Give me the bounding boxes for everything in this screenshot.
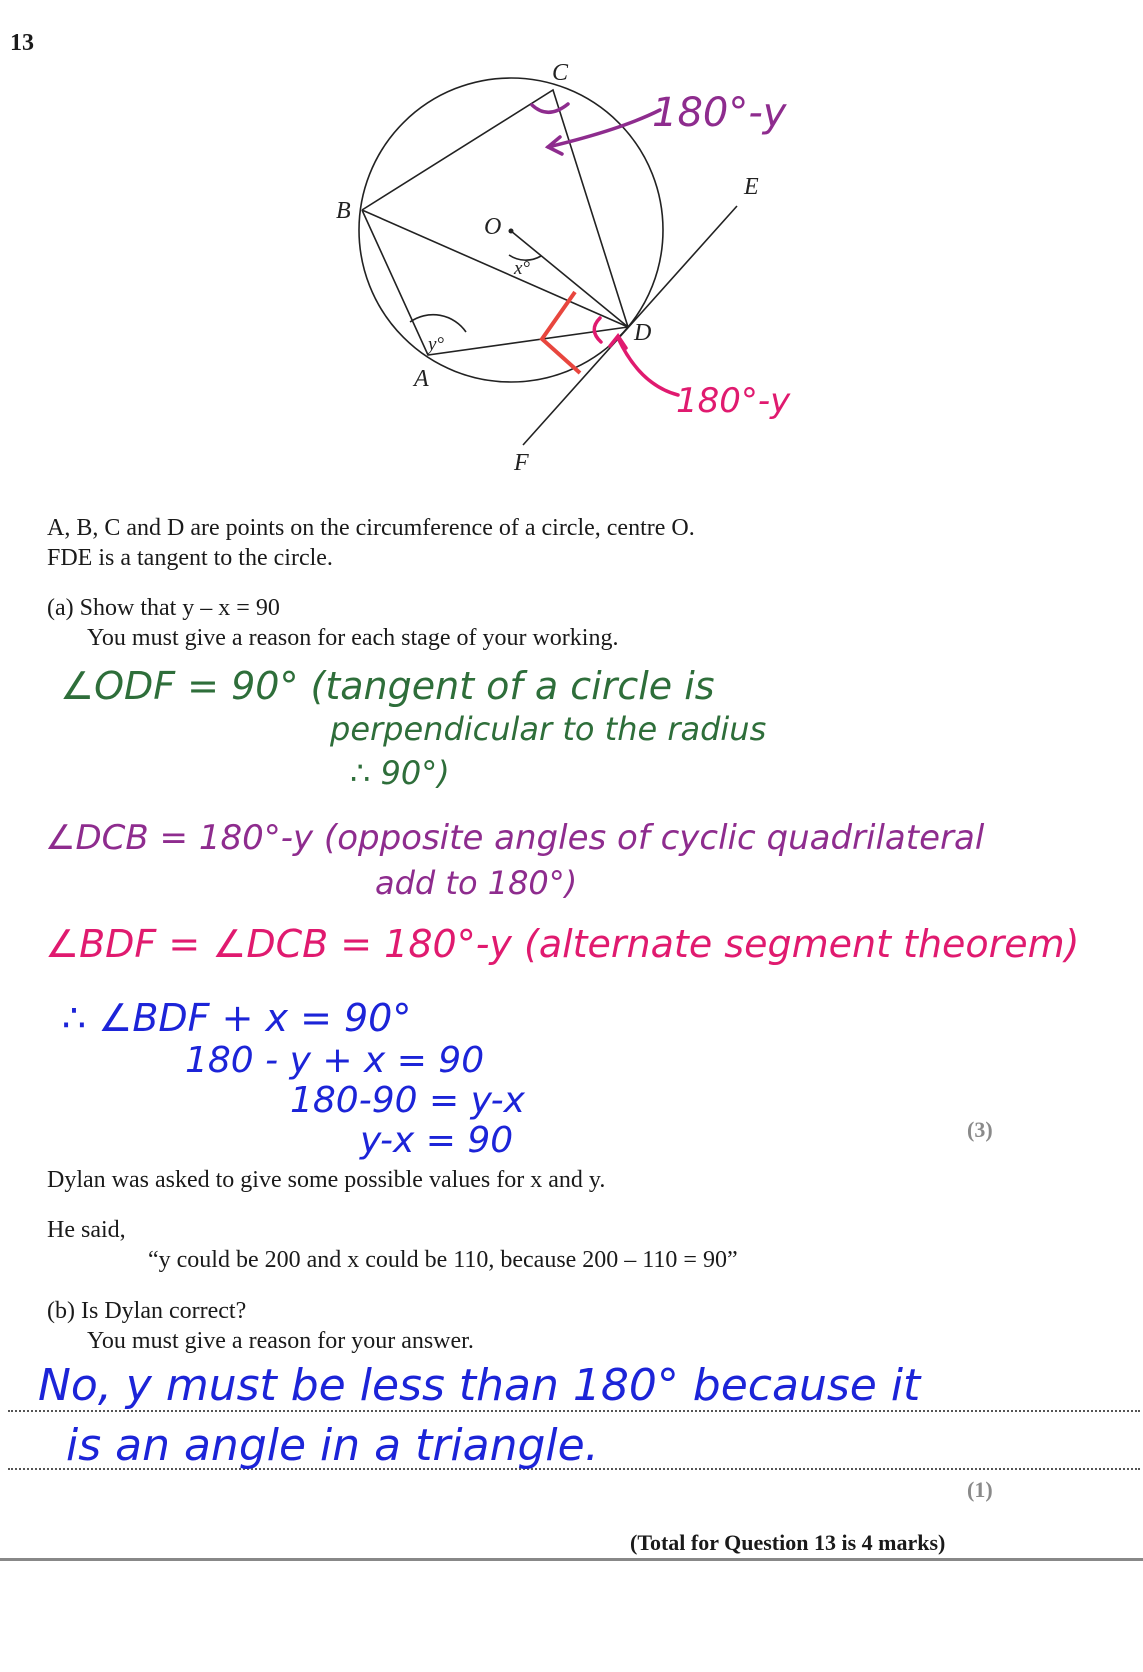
annotation-bottom: 180°-y xyxy=(676,381,791,421)
dylan-line-1: Dylan was asked to give some possible values for x and y. xyxy=(47,1167,606,1193)
part-b-instruction: You must give a reason for your answer. xyxy=(87,1328,474,1354)
dylan-line-2: He said, xyxy=(47,1217,126,1243)
working-line-9: 180-90 = y-x xyxy=(290,1080,525,1121)
working-line-6: ∠BDF = ∠DCB = 180°-y (alternate segment theorem) xyxy=(45,922,1080,966)
working-line-2: perpendicular to the radius xyxy=(330,710,767,748)
label-e: E xyxy=(744,174,759,200)
label-f: F xyxy=(514,450,529,476)
answer-text-1: No, y must be less than 180° because it xyxy=(38,1360,921,1411)
label-a: A xyxy=(414,366,429,392)
bottom-rule xyxy=(0,1558,1143,1561)
annotation-top: 180°-y xyxy=(652,90,787,136)
centre-dot xyxy=(509,229,514,234)
working-line-4: ∠DCB = 180°-y (opposite angles of cyclic quadrilateral xyxy=(45,818,985,858)
total-marks: (Total for Question 13 is 4 marks) xyxy=(630,1530,946,1555)
radius-od xyxy=(511,231,628,327)
circle-diagram xyxy=(0,0,1143,500)
part-a-instruction: You must give a reason for each stage of your working. xyxy=(87,625,619,651)
label-b: B xyxy=(336,198,351,224)
angle-y-arc xyxy=(410,315,466,332)
working-line-1: ∠ODF = 90° (tangent of a circle is xyxy=(60,664,715,708)
label-c: C xyxy=(552,60,569,86)
answer-text-2: is an angle in a triangle. xyxy=(66,1420,599,1471)
working-line-7: ∴ ∠BDF + x = 90° xyxy=(62,996,412,1040)
angle-y-label: y° xyxy=(428,334,445,355)
dylan-quote: “y could be 200 and x could be 110, because 200 – 110 = 90” xyxy=(148,1247,738,1273)
question-number: 13 xyxy=(10,30,34,56)
part-b-prompt: (b) Is Dylan correct? xyxy=(47,1298,247,1324)
part-b-marks: (1) xyxy=(967,1477,993,1502)
intro-line-2: FDE is a tangent to the circle. xyxy=(47,545,333,571)
part-a-marks: (3) xyxy=(967,1117,993,1142)
working-line-3: ∴ 90°) xyxy=(350,754,450,792)
part-a-prompt: (a) Show that y – x = 90 xyxy=(47,595,280,621)
working-line-10: y-x = 90 xyxy=(360,1120,514,1161)
working-line-5: add to 180°) xyxy=(375,864,578,902)
label-o: O xyxy=(484,214,502,240)
angle-d-mark xyxy=(594,318,601,342)
angle-c-mark xyxy=(532,104,568,112)
label-d: D xyxy=(634,320,652,346)
angle-x-label: x° xyxy=(514,258,531,279)
intro-line-1: A, B, C and D are points on the circumference of a circle, centre O. xyxy=(47,515,695,541)
working-line-8: 180 - y + x = 90 xyxy=(185,1040,485,1081)
